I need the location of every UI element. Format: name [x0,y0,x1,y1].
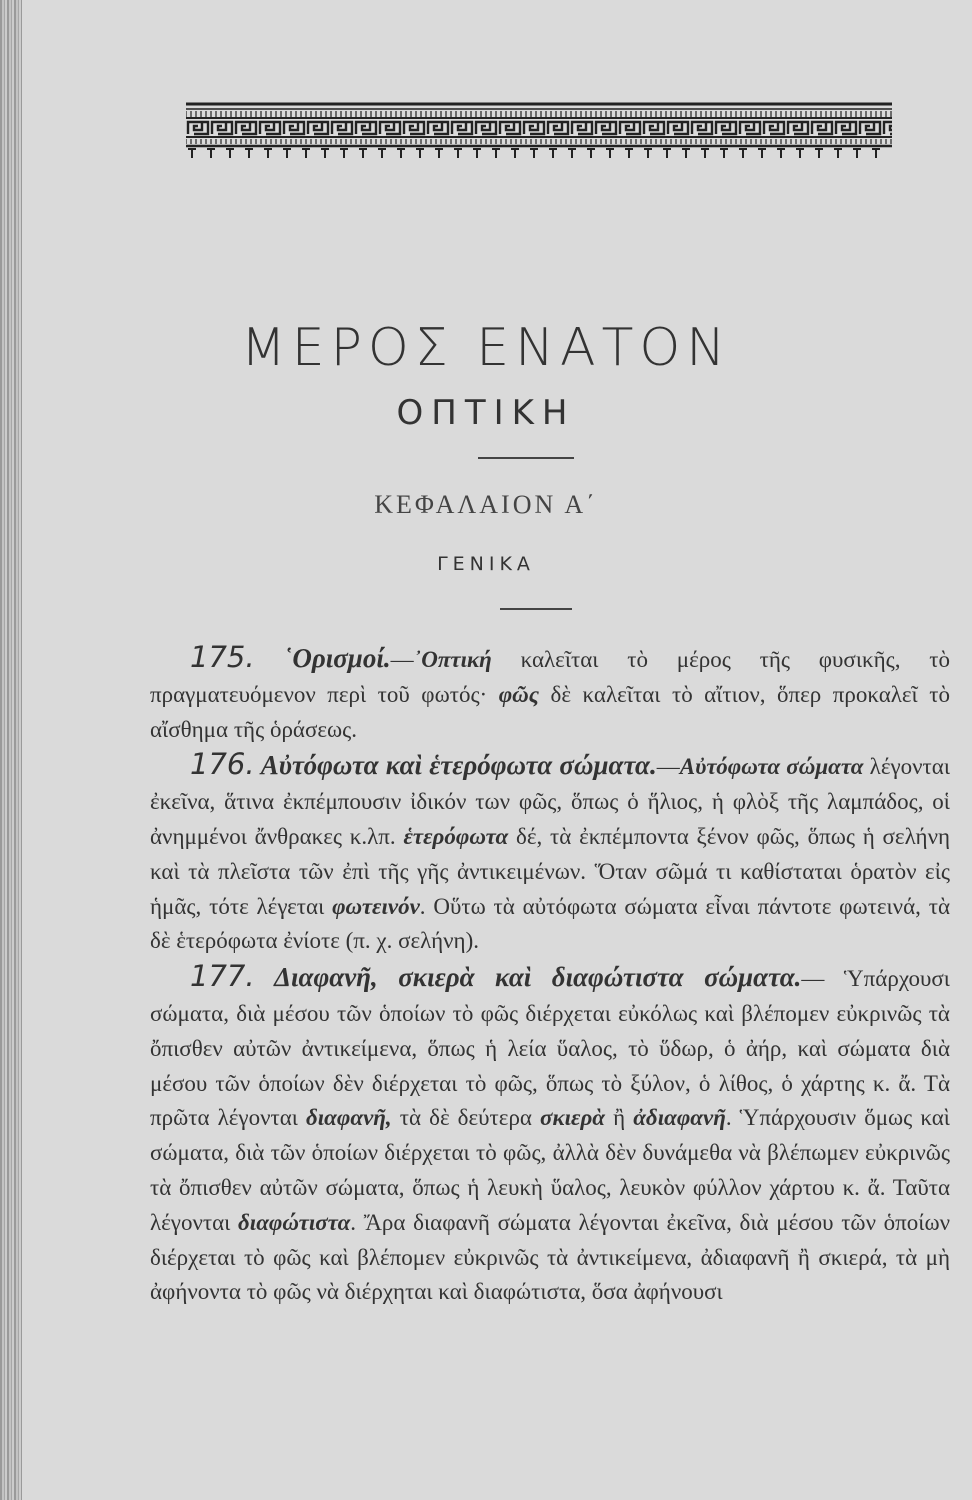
subject-heading: ΟΠΤΙΚΗ [396,393,576,433]
title-dash: — [801,966,825,992]
emphasized-term: φωτεινόν [332,893,420,919]
section-heading: ΓΕΝΙΚΑ [437,553,535,575]
emphasized-term: διαφανῆ, [306,1105,392,1131]
heading-divider [478,457,574,459]
part-heading: ΜΕΡΟΣ ΕΝΑΤΟΝ [240,318,732,378]
text-run: τὰ δὲ δεύτερα [391,1105,541,1131]
paragraph-number: 177. [190,959,255,994]
greek-key-ornament [186,100,892,160]
paragraph-title: Αὐτόφωτα καὶ ἑτερόφωτα σώματα. [260,750,657,781]
text-run: λέγονται ἐκεῖνα, ἅτινα ἐκπέμπουσιν ἰδικόν των φῶς, ὅπως ὁ ἥλιος, ἡ φλὸξ τῆς λαμπάδος, οἱ ἀνημμένοι ἄνθρακες κ.λπ. [150,754,951,849]
text-run: δέ, τὰ ἐκπέμποντα ξένον φῶς, ὅπως ἡ σελήνη καὶ τὰ πλεῖστα τῶν ἐπὶ τῆς γῆς ἀντικειμένων. Ὅταν σῶμά τι καθίσταται ὁρατὸν εἰς ἡμᾶς, τότε λέγεται [150,823,950,919]
body-text [150,640,950,1310]
text-run: καλεῖται τὸ μέρος τῆς φυσικῆς, τὸ πραγματευόμενον περὶ τοῦ φωτός· [150,647,950,707]
emphasized-term: φῶς [498,681,540,707]
text-run: . Ὑπάρχουσιν ὅμως καὶ σώματα, διὰ τῶν ὁποίων διέρχεται τὸ φῶς, ἀλλὰ δὲν δυνάμεθα νὰ βλέπωμεν εὐκρινῶς τὰ ὄπισθεν αὐτῶν σώματα, ὅπως ἡ λευκὴ ὕαλος, λευκὸν φύλλον χάρτου κ. ἄ. Ταῦτα λέγονται [150,1105,950,1235]
chapter-heading: ΚΕΦΑΛΑΙΟΝ Α΄ [374,490,598,519]
paragraph [150,747,950,959]
section-divider [500,608,572,610]
text-run: δὲ καλεῖται τὸ αἴτιον, ὅπερ προκαλεῖ τὸ αἴσθημα τῆς ὁράσεως. [150,681,950,742]
paragraph-number: 175. [190,640,255,674]
emphasized-term: ᾿Οπτική [413,647,492,672]
paragraph-text [150,647,950,742]
emphasized-term: ἀδιαφανῆ [633,1105,726,1131]
page-binding-edge [0,0,22,1500]
paragraph [150,640,950,747]
text-run: Ὑπάρχουσι σώματα, διὰ μέσου τῶν ὁποίων τὸ φῶς διέρχεται εὐκόλως καὶ βλέπομεν εὐκρινῶς τὰ ὄπισθεν αὐτῶν ἀντικείμενα, ὅπως ἡ λεία ὕαλος, τὸ ὕδωρ, ὁ ἀήρ, καὶ σώματα διὰ μέσου τῶν ὁποίων δὲν διέρχεται τὸ φῶς, ὅπως τὸ ξύλον, ὁ λίθος, ὁ χάρτης κ. ἄ. Τὰ πρῶτα λέγονται [150,966,950,1131]
paragraph-text [150,966,950,1304]
text-run: ἢ [605,1105,634,1131]
paragraph-number: 176. [190,747,255,782]
emphasized-term: διαφώτιστα [238,1209,351,1235]
paragraph-title: ῾Ορισμοί. [283,643,391,673]
title-dash: — [656,754,680,780]
text-run: . Οὕτω τὰ αὐτόφωτα σώματα εἶναι πάντοτε φωτεινά, τὰ δὲ ἑτερόφωτα ἐνίοτε (π. χ. σελήνη). [150,893,950,954]
paragraph [150,959,950,1310]
emphasized-term: Αὐτόφωτα σώματα [679,754,864,780]
paragraph-title: Διαφανῆ, σκιερὰ καὶ διαφώτιστα σώματα. [274,962,802,993]
title-dash: — [390,647,414,672]
emphasized-term: σκιερὰ [540,1105,606,1131]
text-run: . Ἄρα διαφανῆ σώματα λέγονται ἐκεῖνα, διὰ μέσου τῶν ὁποίων διέρχεται τὸ φῶς καὶ βλέπομεν εὐκρινῶς τὰ ἀντικείμενα, ἀδιαφανῆ ἢ σκιερά, τὰ μὴ ἀφήνοντα τὸ φῶς νὰ διέρχηται καὶ διαφώτιστα, ὅσα ἀφήνουσι [150,1209,950,1305]
paragraph-text [150,754,950,953]
emphasized-term: ἑτερόφωτα [403,823,509,849]
